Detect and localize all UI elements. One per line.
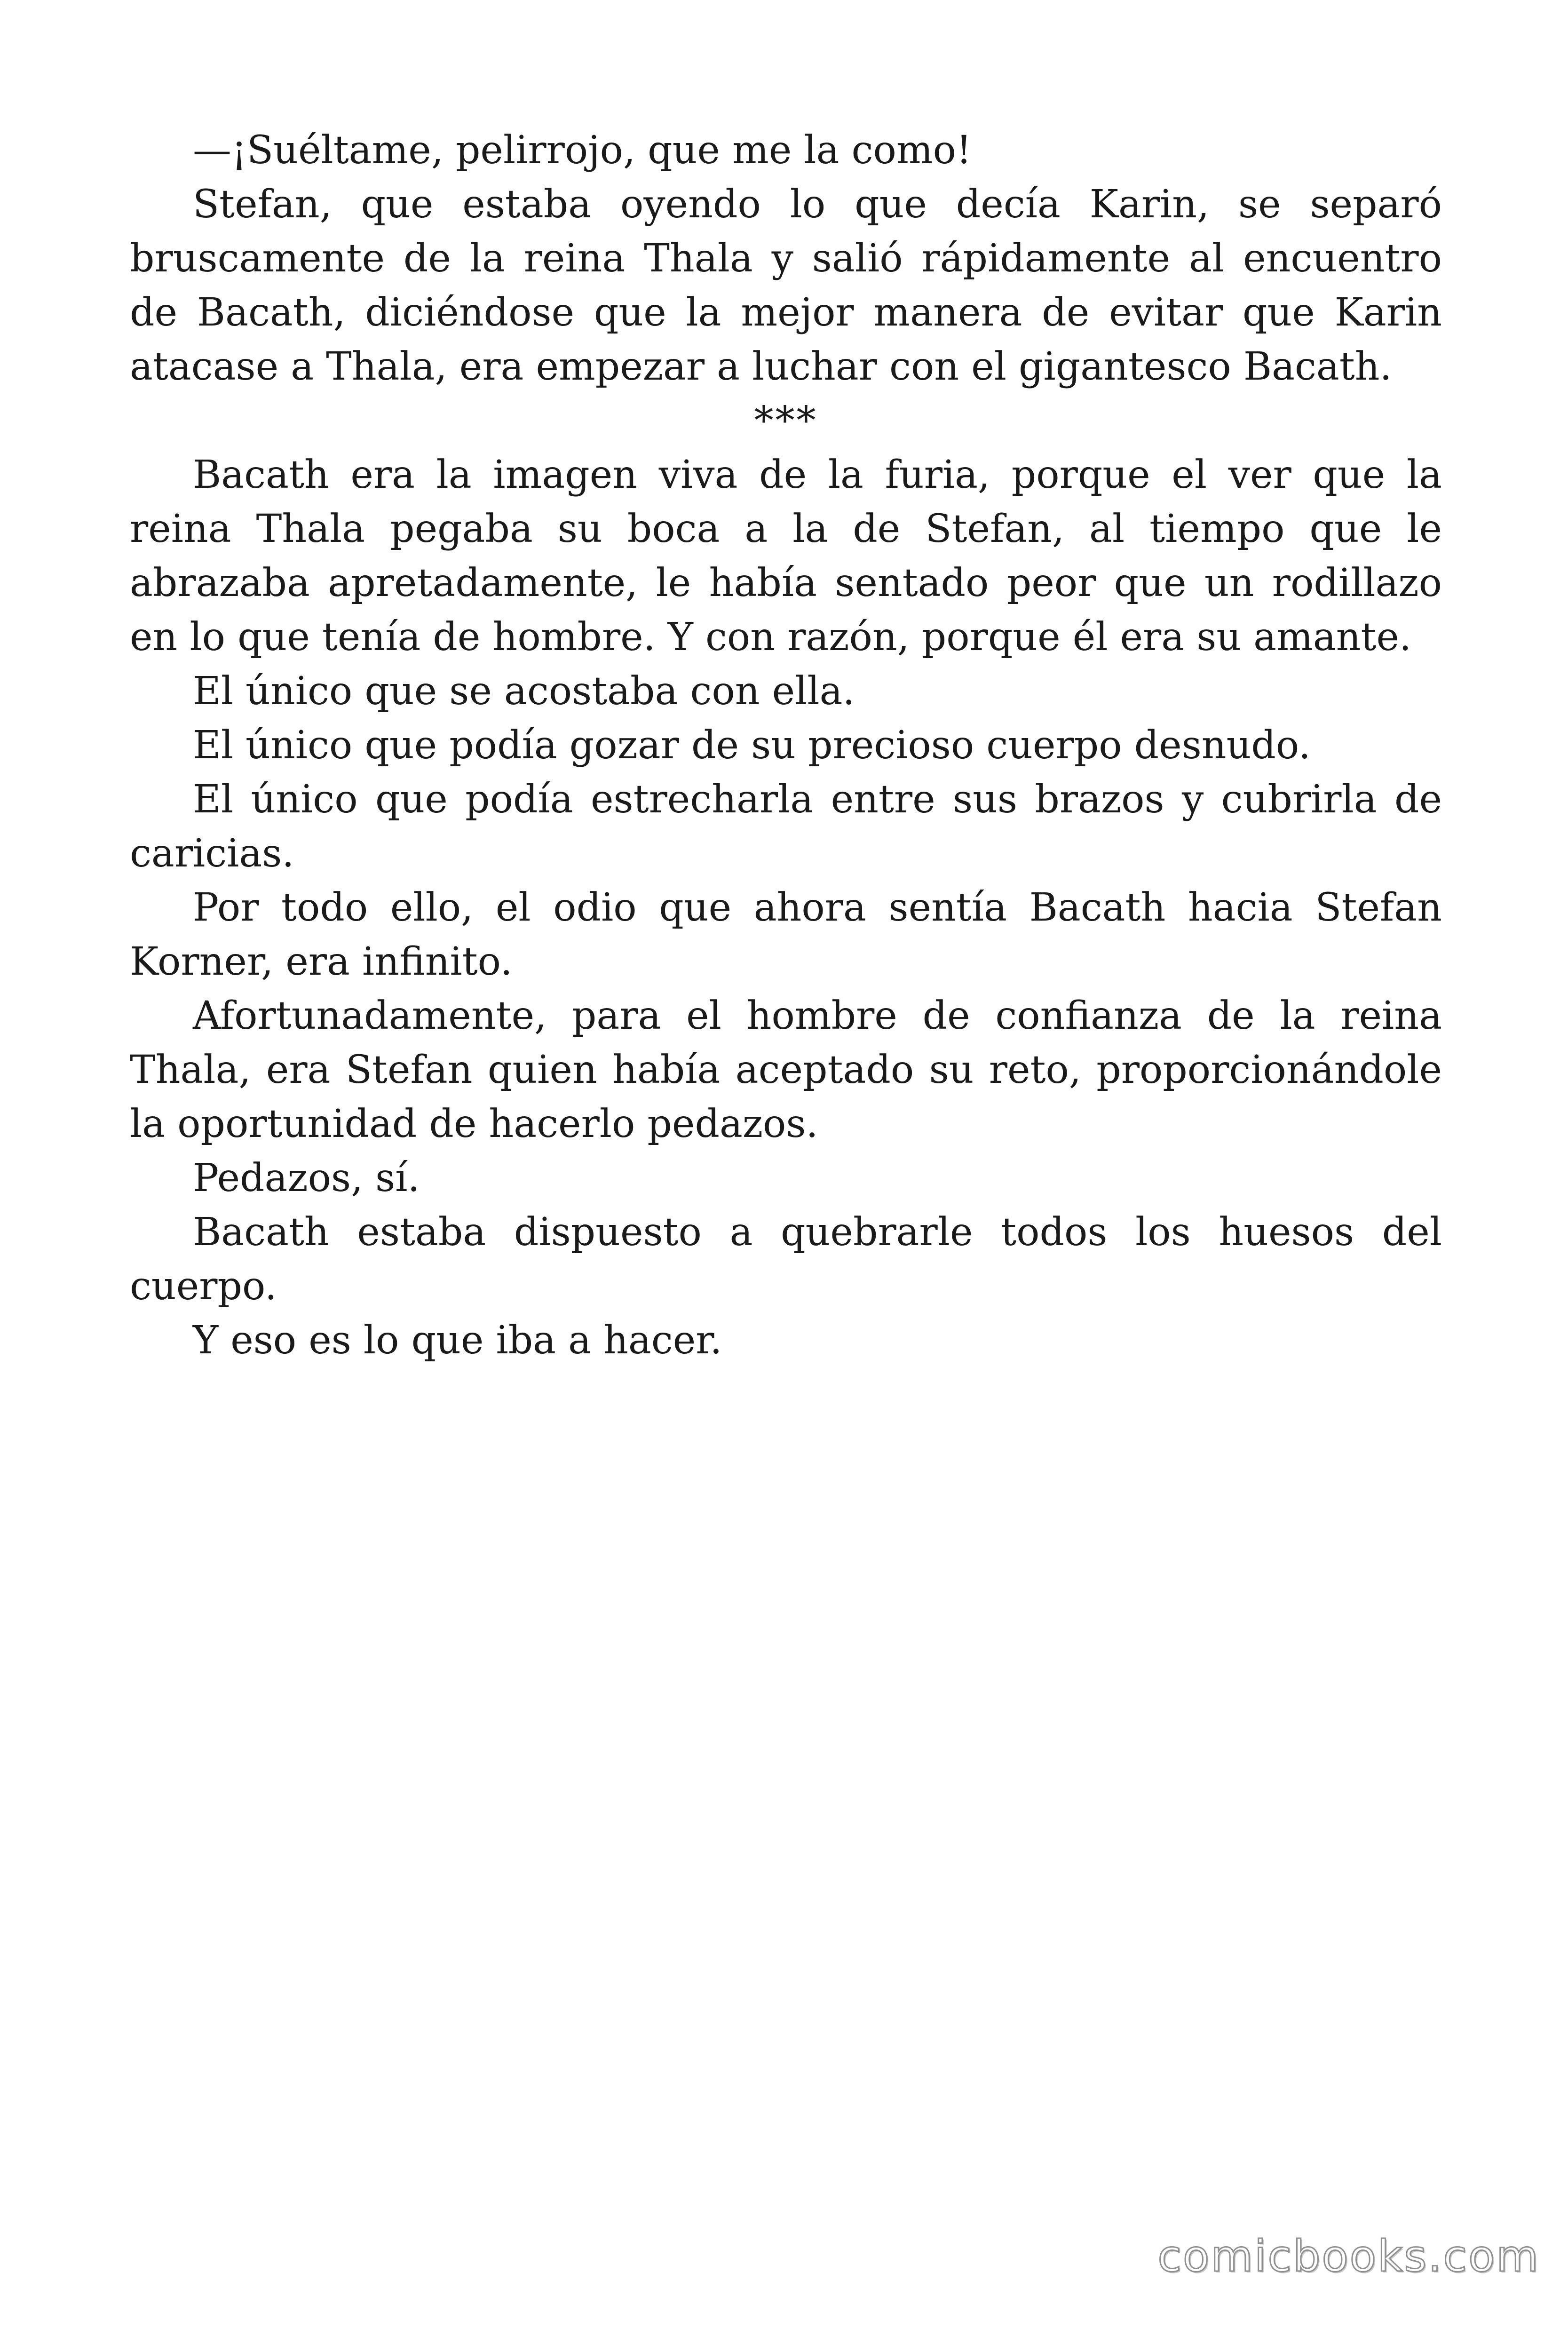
- body-text: [130, 123, 1442, 1367]
- paragraph: Y eso es lo que iba a hacer.: [193, 1318, 722, 1363]
- paragraph: Por todo ello, el odio que ahora sentía Bacath hacia Stefan Korner, era infinito.: [130, 885, 1442, 984]
- paragraph: El único que podía estrecharla entre sus brazos y cubrirla de caricias.: [130, 777, 1442, 876]
- paragraph: Pedazos, sí.: [193, 1156, 420, 1200]
- paragraph: —¡Suéltame, pelirrojo, que me la como!: [193, 128, 972, 173]
- paragraph: El único que se acostaba con ella.: [193, 669, 855, 714]
- watermark: comicbooks.com: [1157, 2231, 1540, 2281]
- scene-separator: ***: [754, 398, 818, 443]
- paragraph: Stefan, que estaba oyendo lo que decía Karin, se separó bruscamente de la reina Thala y salió rápidamente al encuentro de Bacath, diciéndose que la mejor manera de evitar que Karin atacase a Thala, era empezar a luchar con el gigantesco Bacath.: [130, 182, 1442, 389]
- paragraph: Bacath era la imagen viva de la furia, porque el ver que la reina Thala pegaba su boca a la de Stefan, al tiempo que le abrazaba apretadamente, le había sentado peor que un rodillazo en lo que tenía de hombre. Y con razón, porque él era su amante.: [130, 453, 1442, 660]
- paragraph: Afortunadamente, para el hombre de confianza de la reina Thala, era Stefan quien había aceptado su reto, proporcionándole la oportunidad de hacerlo pedazos.: [130, 993, 1442, 1146]
- paragraph: Bacath estaba dispuesto a quebrarle todos los huesos del cuerpo.: [130, 1210, 1442, 1309]
- paragraph: El único que podía gozar de su precioso cuerpo desnudo.: [193, 723, 1311, 768]
